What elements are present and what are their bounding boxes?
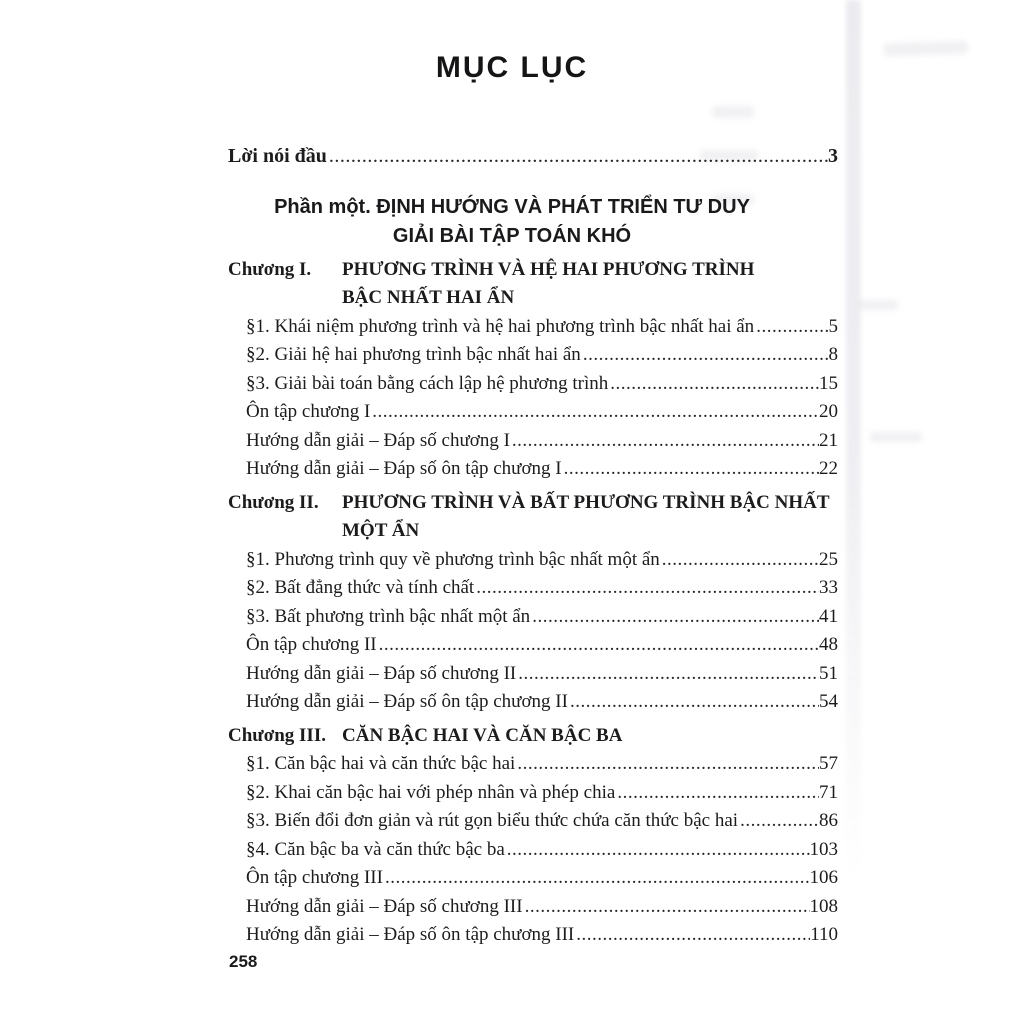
dot-leader (608, 370, 819, 399)
chapter-heading-2 (228, 489, 844, 546)
toc-entry (246, 546, 838, 575)
chapter-heading-1 (228, 256, 844, 313)
toc-entry-page: 48 (819, 634, 838, 655)
toc-entry-label: §2. Bất đẳng thức và tính chất (246, 577, 475, 598)
toc-entry (246, 603, 838, 632)
chapter-title-line: PHƯƠNG TRÌNH VÀ HỆ HAI PHƯƠNG TRÌNH (342, 258, 755, 280)
footer-page-number: 258 (229, 952, 258, 971)
toc-entry-page: 71 (819, 781, 838, 803)
page-title: MỤC LỤC (435, 51, 589, 84)
chapter-title-line: BẬC NHẤT HAI ẨN (342, 287, 515, 308)
chapter-label: Chương II. (228, 491, 319, 513)
toc-entry (246, 631, 838, 660)
toc-entry (246, 341, 838, 370)
toc-entry-page: 51 (819, 662, 838, 684)
bleed-through-artifact (712, 106, 754, 118)
dot-leader (754, 313, 828, 342)
dot-leader (474, 574, 819, 603)
toc-entry-page: 22 (819, 458, 838, 479)
table-of-contents (0, 142, 1024, 950)
toc-entry-page: 41 (819, 605, 838, 627)
toc-entry (246, 398, 838, 427)
toc-entry (246, 370, 838, 399)
toc-entry-label: §1. Khái niệm phương trình và hệ hai phương trình bậc nhất hai ẩn (246, 315, 755, 337)
dot-leader (530, 603, 819, 632)
toc-entry-label: Hướng dẫn giải – Đáp số ôn tập chương II (246, 691, 568, 712)
toc-entry (246, 921, 838, 950)
toc-entry-label: §1. Căn bậc hai và căn thức bậc hai (246, 753, 516, 774)
toc-entry-label: §2. Khai căn bậc hai với phép nhân và phép chia (246, 781, 616, 803)
toc-entry-label: §2. Giải hệ hai phương trình bậc nhất hai ẩn (246, 344, 581, 365)
toc-entry-label: Hướng dẫn giải – Đáp số chương III (246, 895, 523, 917)
toc-entry-page: 15 (819, 372, 838, 394)
dot-leader (581, 341, 829, 370)
toc-entry-page: 3 (828, 145, 838, 167)
toc-entry-label: Hướng dẫn giải – Đáp số ôn tập chương III (246, 924, 575, 945)
dot-leader (505, 836, 810, 865)
toc-entry-page: 86 (819, 810, 838, 831)
dot-leader (510, 427, 819, 456)
chapter-title-line: PHƯƠNG TRÌNH VÀ BẤT PHƯƠNG TRÌNH BẬC NHẤT (342, 491, 830, 513)
toc-entry (246, 836, 838, 865)
toc-entry (246, 313, 838, 342)
toc-entry-page: 103 (809, 838, 838, 860)
toc-entry-label: §1. Phương trình quy về phương trình bậc nhất một ẩn (246, 548, 660, 570)
toc-entry (246, 779, 838, 808)
dot-leader (370, 398, 819, 427)
dot-leader (615, 779, 819, 808)
dot-leader (568, 688, 819, 717)
chapter-title (342, 722, 844, 751)
toc-entry-page: 54 (819, 691, 838, 712)
dot-leader (660, 546, 819, 575)
toc-entry-label: §3. Giải bài toán bằng cách lập hệ phương trình (246, 372, 609, 394)
toc-entry-page: 108 (809, 895, 838, 917)
dot-leader (515, 750, 819, 779)
toc-entry (246, 660, 838, 689)
dot-leader (523, 893, 810, 922)
chapter-heading-3 (228, 722, 844, 751)
toc-entry-page: 33 (819, 577, 838, 598)
toc-entry-label: §3. Biến đổi đơn giản và rút gọn biểu thức chứa căn thức bậc hai (246, 810, 739, 831)
toc-entry-page: 57 (819, 753, 838, 774)
toc-entry (246, 807, 838, 836)
toc-entry-page: 110 (810, 924, 838, 945)
toc-entry-page: 25 (819, 548, 838, 570)
toc-entry-page: 106 (809, 867, 838, 888)
dot-leader (383, 864, 810, 893)
toc-entry (246, 893, 838, 922)
part-heading-line2: GIẢI BÀI TẬP TOÁN KHÓ (392, 224, 632, 247)
toc-entry-label: §3. Bất phương trình bậc nhất một ẩn (246, 605, 531, 627)
dot-leader (562, 455, 819, 484)
toc-entry (246, 455, 838, 484)
toc-entry (246, 574, 838, 603)
part-heading-line1: Phần một. ĐỊNH HƯỚNG VÀ PHÁT TRIỂN TƯ DUY (274, 195, 750, 218)
dot-leader (516, 660, 819, 689)
toc-entry (246, 750, 838, 779)
toc-entry-label: Ôn tập chương III (246, 867, 383, 888)
dot-leader (377, 631, 819, 660)
toc-entry-page: 5 (828, 315, 838, 337)
chapter-label: Chương I. (228, 258, 312, 280)
toc-entry-label: Hướng dẫn giải – Đáp số chương I (246, 429, 510, 451)
chapter-title (342, 256, 844, 313)
toc-entry-label: §4. Căn bậc ba và căn thức bậc ba (246, 838, 505, 860)
toc-entry-label: Ôn tập chương II (246, 634, 377, 655)
toc-entry-page: 20 (819, 401, 838, 422)
chapter-title-line: CĂN BẬC HAI VÀ CĂN BẬC BA (342, 724, 623, 746)
toc-entry-label: Ôn tập chương I (246, 401, 371, 422)
toc-entry-page: 8 (828, 344, 838, 365)
dot-leader (738, 807, 819, 836)
toc-entry-page: 21 (819, 429, 838, 451)
toc-entry (246, 427, 838, 456)
chapter-title-line: MỘT ẨN (342, 520, 420, 541)
toc-entry-label: Lời nói đầu (228, 145, 327, 167)
chapter-title (342, 489, 844, 546)
dot-leader (574, 921, 810, 950)
toc-entry-label: Hướng dẫn giải – Đáp số ôn tập chương I (246, 458, 562, 479)
toc-entry-preface (228, 142, 838, 171)
dot-leader (327, 142, 828, 171)
chapter-label: Chương III. (228, 724, 326, 746)
toc-entry-label: Hướng dẫn giải – Đáp số chương II (246, 662, 517, 684)
toc-entry (246, 688, 838, 717)
part-heading (0, 193, 1024, 251)
toc-entry (246, 864, 838, 893)
